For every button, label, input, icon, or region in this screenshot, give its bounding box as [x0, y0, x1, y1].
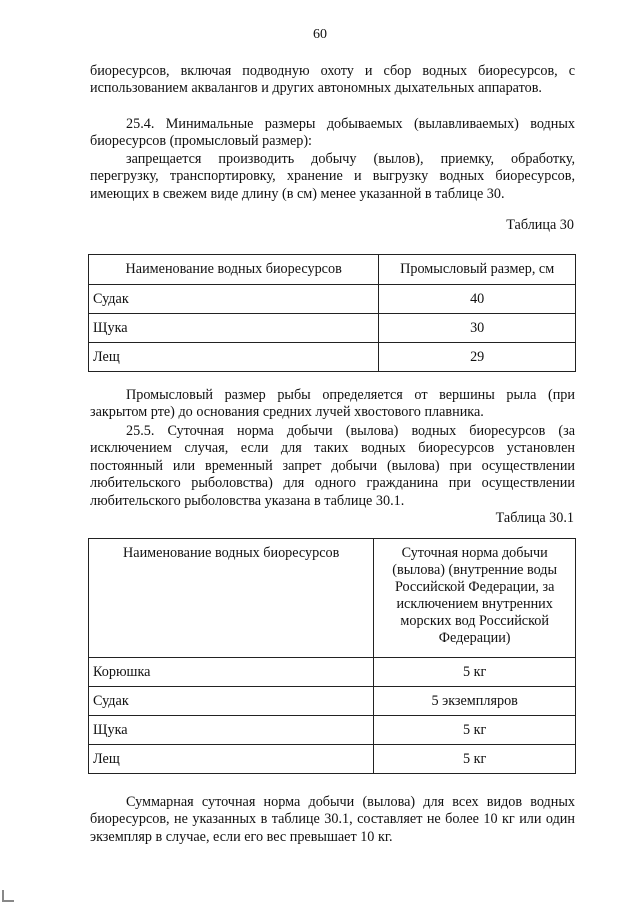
table-row: [89, 687, 576, 716]
paragraph-section-25-5: 25.5. Суточная норма добычи (вылова) водных биоресурсов (за исключением случая, если для таких водных биоресурсов установлен постоянный или временный запрет добычи (вылова) при осуществлении любительского рыболовства) для одного гражданина при осуществлении любительского рыболовства указана в таблице 30.1.: [90, 423, 575, 509]
table-cell-species: Лещ: [89, 745, 374, 774]
table-cell-species: Судак: [89, 687, 374, 716]
paragraph-section-25-4: 25.4. Минимальные размеры добываемых (вылавливаемых) водных биоресурсов (промысловый размер):: [90, 116, 575, 150]
table-cell-size: 40: [379, 285, 576, 314]
table-cell-species: Лещ: [89, 343, 379, 372]
table-cell-species: Корюшка: [89, 658, 374, 687]
table-30-header-name: Наименование водных биоресурсов: [89, 255, 379, 285]
table-30: [88, 254, 576, 372]
paragraph-hunting-continuation: биоресурсов, включая подводную охоту и сбор водных биоресурсов, с использованием аквалангов и других автономных дыхательных аппаратов.: [90, 63, 575, 97]
table-cell-species: Судак: [89, 285, 379, 314]
table-row: [89, 658, 576, 687]
table-cell-daily-limit: 5 кг: [374, 745, 576, 774]
table-30-1-header-name: Наименование водных биоресурсов: [89, 539, 374, 658]
table-30-1-header-value: Суточная норма добычи (вылова) (внутренние воды Российской Федерации, за исключением внутренних морских вод Российской Федерации): [374, 539, 576, 658]
table-30-header-value: Промысловый размер, см: [379, 255, 576, 285]
page-number: 60: [313, 27, 327, 42]
table-cell-daily-limit: 5 кг: [374, 716, 576, 745]
table-cell-species: Щука: [89, 314, 379, 343]
table-30-header-row: [89, 255, 576, 285]
scan-corner-mark: [2, 890, 14, 902]
table-cell-size: 29: [379, 343, 576, 372]
table-row: [89, 745, 576, 774]
table-row: [89, 285, 576, 314]
table-30-1: [88, 538, 576, 774]
paragraph-size-prohibition: запрещается производить добычу (вылов), приемку, обработку, перегрузку, транспортировку, хранение и выгрузку водных биоресурсов, имеющих в свежем виде длину (в см) менее указанной в таблице 30.: [90, 151, 575, 202]
table-row: [89, 343, 576, 372]
table-cell-daily-limit: 5 кг: [374, 658, 576, 687]
table-row: [89, 716, 576, 745]
table-cell-daily-limit: 5 экземпляров: [374, 687, 576, 716]
paragraph-size-measurement: Промысловый размер рыбы определяется от вершины рыла (при закрытом рте) до основания средних лучей хвостового плавника.: [90, 387, 575, 421]
table-row: [89, 314, 576, 343]
table-cell-size: 30: [379, 314, 576, 343]
table-cell-species: Щука: [89, 716, 374, 745]
table-30-1-header-row: [89, 539, 576, 658]
table-30-1-caption: Таблица 30.1: [495, 510, 574, 526]
table-30-caption: Таблица 30: [506, 217, 574, 233]
paragraph-total-daily-limit: Суммарная суточная норма добычи (вылова) для всех видов водных биоресурсов, не указанных в таблице 30.1, составляет не более 10 кг или один экземпляр в случае, если его вес превышает 10 кг.: [90, 794, 575, 845]
